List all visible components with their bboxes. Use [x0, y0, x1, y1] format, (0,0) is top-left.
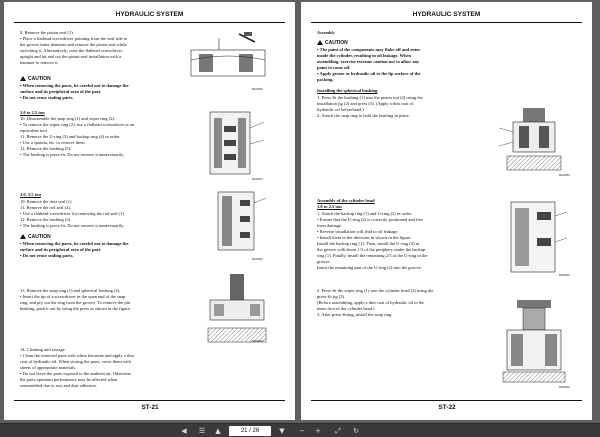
zoom-in-button[interactable]: + [315, 427, 321, 435]
page-number-input[interactable]: 21 / 26 [229, 426, 271, 436]
text-line: from damage. [317, 223, 342, 228]
section-heading: Assembly of the cylinder head [317, 198, 375, 203]
warning-icon [20, 76, 26, 81]
text-line: 11. Remove the rod seal (2). [20, 205, 71, 210]
sidebar-toggle-button[interactable]: ☰ [198, 427, 206, 435]
fit-page-button[interactable]: ⤢ [335, 427, 341, 435]
caution-title: CAUTION [20, 76, 51, 82]
document-page-left [4, 2, 295, 420]
caution-item: surface and its peripheral area of the part. [20, 89, 102, 94]
text-line: • Use a flathead screwdriver for removing the rod seal (1). [20, 211, 125, 216]
text-line: the parts optimum performance may be affected when [20, 377, 118, 382]
caution-item: surface and its peripheral area of the part. [20, 247, 102, 252]
text-line: ring (1). Finally, install the remaining 2/3 of the U-ring in the [317, 253, 428, 258]
caution-item: inside the cylinder, resulting in oil leakage. When [317, 53, 412, 58]
text-line: sheets of appropriate materials. [20, 365, 77, 370]
text-line: (Before assembling, apply a thin coat of hydraulic oil to the [317, 300, 425, 305]
text-line: Install the backup ring (1). Then, install the U-ring (2) in [317, 241, 420, 246]
text-line: reassembled due to rust and dust adhesion. [20, 383, 97, 388]
text-line: • The bushing is press-fit. Do not remove it unnecessarily. [20, 223, 125, 228]
text-line: installation jig (2) and press (3). (Apply a thin coat of [317, 101, 414, 106]
figure-code: 80HS065 [559, 274, 570, 277]
text-line: ring, and pry out the ring from the groove. To remove the pin [20, 300, 131, 305]
page-number: ST-22 [438, 404, 456, 411]
figure-code: 80HS063 [252, 340, 263, 343]
text-line: 13. Remove the snap ring (1) and spherical bushing (2). [20, 288, 121, 293]
text-line: 12. Remove the bushing (3). [20, 217, 72, 222]
caution-item: • Apply grease or hydraulic oil to the lip surface of the [317, 71, 421, 76]
text-line: the groove inner diameter and remove the piston seal while [20, 42, 127, 47]
text-line: coat of hydraulic oil. When storing the parts, cover them with [20, 359, 131, 364]
text-line: hydraulic oil beforehand.) [317, 107, 364, 112]
text-line: 10. Remove the dust seal (1). [20, 199, 73, 204]
next-page-button[interactable]: ▼ [279, 427, 285, 435]
caution-item: packing. [317, 77, 334, 82]
viewer-toolbar [0, 423, 600, 437]
text-line: • To remove the wiper ring (2), use a flathead screwdriver or an [20, 122, 135, 127]
figure-code: 80HS060 [252, 88, 263, 91]
section-heading: 1.0 to 2.5 ton [20, 110, 45, 115]
text-line: upright and hit and cut the piston seal installation with a [20, 54, 121, 59]
caution-item: • Do not reuse sealing parts. [20, 95, 74, 100]
rotate-button[interactable]: ↻ [353, 427, 359, 435]
text-line: • The bushing is press-fit. Do not remove it unnecessarily. [20, 152, 125, 157]
figure-cylinder-head-section [204, 106, 270, 180]
text-line: 14. Cleaning and storage [20, 347, 65, 352]
text-line: inner face of the cylinder head.) [317, 306, 375, 311]
page-header: HYDRAULIC SYSTEM [311, 9, 582, 23]
text-line: • Insert the tip of a screwdriver in the open end of the snap [20, 294, 126, 299]
figure-code: 80HS062 [252, 258, 263, 261]
text-line: bushing, push it out by using the press as shown in the figure. [20, 306, 131, 311]
text-line: hammer to remove it. [20, 60, 59, 65]
figure-cylinder-head-u-ring [507, 198, 571, 278]
caution-item: • When removing the parts, be careful not to damage the [20, 241, 129, 246]
page-number: ST-21 [141, 404, 159, 411]
text-line: 11. Remove the U-ring (3) and backup ring (4) in order. [20, 134, 121, 139]
text-line: 3. After press-fitting, install the snap ring. [317, 312, 393, 317]
previous-page-button[interactable]: ▲ [215, 427, 221, 435]
text-line: 10. Disassemble the snap ring (1) and wiper ring (2). [20, 116, 116, 121]
figure-rod-seal-section [214, 188, 270, 256]
page-footer-rule [311, 400, 582, 401]
section-heading: 3.0, 3.5 ton [20, 192, 41, 197]
caution-item: • Do not reuse sealing parts. [20, 253, 74, 258]
caution-item: paint to come off. [317, 65, 351, 70]
section-heading: Assembly [317, 30, 335, 35]
text-line: 1. Attach the backup ring (1) and U-ring (2) in order. [317, 211, 412, 216]
caution-title: CAUTION [317, 40, 348, 46]
warning-icon [20, 234, 26, 239]
caution-item: • When removing the parts, be careful not to damage the [20, 83, 129, 88]
caution-item: assembling, exercise extreme caution not to allow any [317, 59, 420, 64]
text-line: 2. Press-fit the wiper ring (1) into the cylinder head (2) using the [317, 288, 434, 293]
figure-bushing-press-fit [497, 106, 571, 178]
page-header: HYDRAULIC SYSTEM [14, 9, 285, 23]
back-button[interactable]: ◀ [181, 427, 187, 435]
text-line: 9. Remove the piston seal (1). [20, 30, 74, 35]
figure-code: 80HS061 [252, 178, 263, 181]
text-line: • Install them in the direction as shown in the figure. [317, 235, 412, 240]
text-line: • Reverse installation will lead to oil leakage. [317, 229, 399, 234]
document-page-right [301, 2, 592, 420]
text-line: equivalent tool. [20, 128, 48, 133]
warning-icon [317, 40, 323, 45]
text-line: 12. Remove the bushing (5). [20, 146, 72, 151]
section-subheading: 1.0 to 2.5 ton [317, 204, 342, 209]
figure-code: 80HS064 [559, 174, 570, 177]
text-line: 1. Press-fit the bushing (1) into the piston rod (4) using the [317, 95, 423, 100]
caution-title: CAUTION [20, 234, 51, 240]
figure-code: 80HS066 [559, 386, 570, 389]
text-line: • Do not leave the parts exposed to the ambient air. Otherwise [20, 371, 132, 376]
caution-item: • The paint of the components may flake off and enter [317, 47, 421, 52]
zoom-out-button[interactable]: − [299, 427, 305, 435]
text-line: Insert the remaining part of the U-ring (2) into the groove. [317, 265, 422, 270]
text-line: groove. [317, 259, 331, 264]
text-line: • Clean the removed parts with white kerosene and apply a thin [20, 353, 134, 358]
section-heading: Installing the spherical bushing [317, 88, 378, 93]
figure-piston-seal-removal [189, 28, 267, 88]
text-line: • Use a spatula, etc. to remove them. [20, 140, 86, 145]
text-line: the groove with about 1/3 of the periphery under the backup [317, 247, 426, 252]
text-line: press-fit jig (3). [317, 294, 346, 299]
figure-wiper-ring-press-fit [499, 298, 571, 386]
text-line: • Place a flathead screwdriver pointing from the seal side to [20, 36, 128, 41]
text-line: • Ensure that the U-ring (2) is correctly positioned and free [317, 217, 424, 222]
text-line: 2. Attach the snap ring to hold the bushing in place. [317, 113, 410, 118]
page-footer-rule [14, 400, 285, 401]
text-line: stretching it. Alternatively, raise the flathead screwdriver [20, 48, 123, 53]
